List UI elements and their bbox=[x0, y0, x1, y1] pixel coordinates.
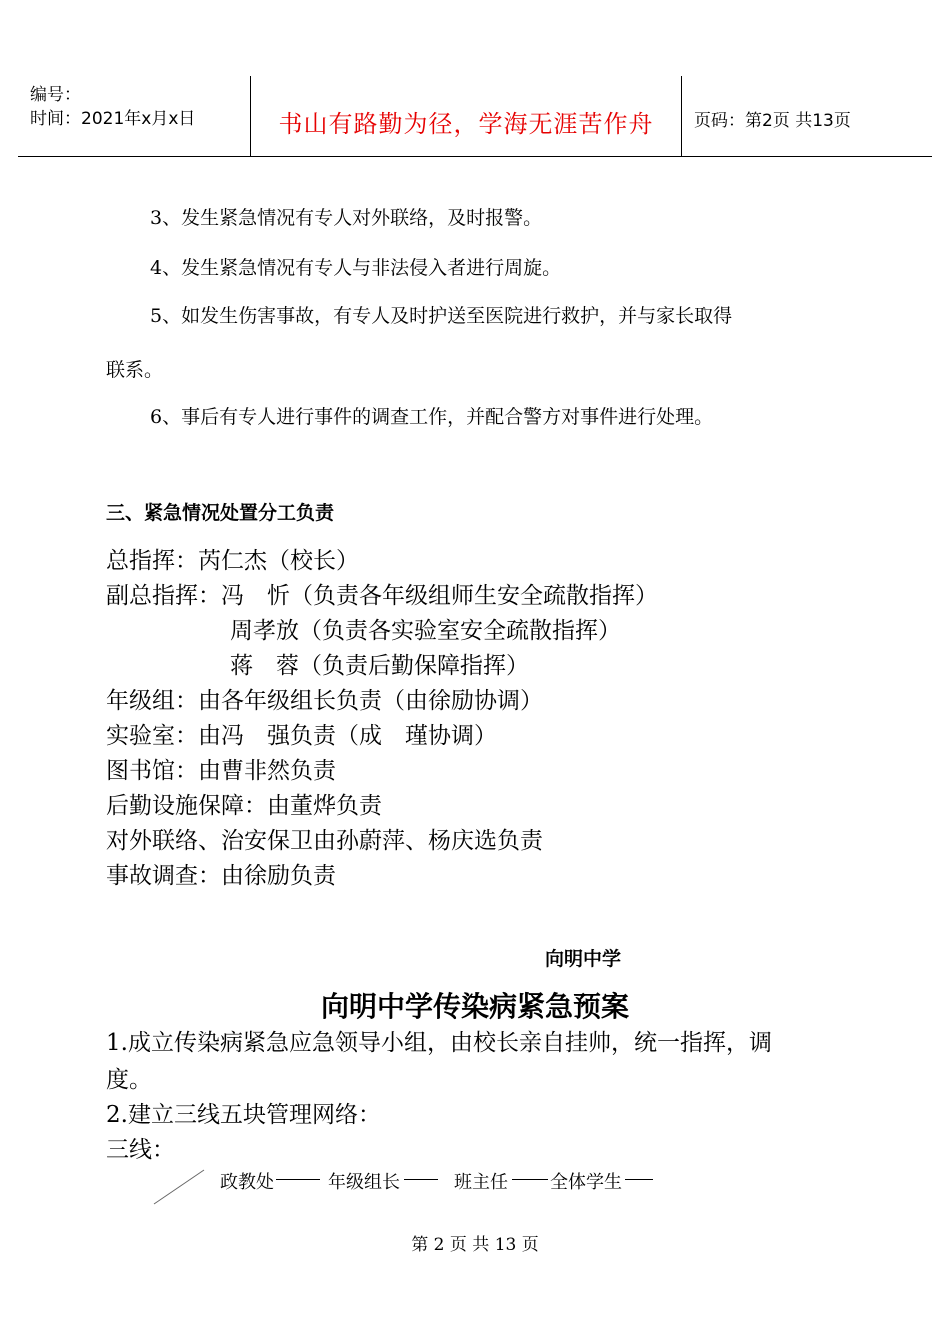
chain-node: 全体学生 bbox=[550, 1172, 622, 1193]
role-line: 后勤设施保障：由董烨负责 bbox=[106, 793, 382, 819]
role-line: 事故调查：由徐励负责 bbox=[106, 863, 336, 889]
role-line: 年级组：由各年级组长负责（由徐励协调） bbox=[106, 688, 543, 714]
role-line: 蒋 蓉（负责后勤保障指挥） bbox=[230, 653, 529, 679]
paragraph-4: 4、发生紧急情况有专人与非法侵入者进行周旋。 bbox=[150, 257, 562, 279]
role-line: 周孝放（负责各实验室安全疏散指挥） bbox=[230, 618, 621, 644]
section-title: 三、紧急情况处置分工负责 bbox=[106, 502, 335, 524]
role-line: 副总指挥：冯 忻（负责各年级组师生安全疏散指挥） bbox=[106, 583, 658, 609]
chain-connector bbox=[625, 1179, 653, 1180]
header-motto-cell bbox=[251, 76, 682, 156]
chain-connector bbox=[512, 1179, 548, 1180]
school-name: 向明中学 bbox=[545, 948, 622, 970]
document-time-label: 时间：2021年x月x日 bbox=[30, 109, 196, 129]
plan-line: 2.建立三线五块管理网络： bbox=[106, 1102, 381, 1128]
plan-line: 度。 bbox=[106, 1067, 152, 1093]
chain-connector bbox=[404, 1179, 438, 1180]
role-line: 图书馆：由曹非然负责 bbox=[106, 758, 336, 784]
page-code: 页码：第2页 共13页 bbox=[694, 111, 851, 131]
plan-title: 向明中学传染病紧急预案 bbox=[320, 990, 629, 1023]
paragraph-5-continued: 联系。 bbox=[106, 359, 164, 381]
role-line: 对外联络、治安保卫由孙蔚萍、杨庆选负责 bbox=[106, 828, 543, 854]
chain-node: 政教处 bbox=[220, 1172, 274, 1193]
header-page-cell bbox=[682, 76, 932, 156]
page-footer: 第 2 页 共 13 页 bbox=[411, 1235, 539, 1255]
header-meta-cell bbox=[18, 76, 251, 156]
paragraph-5: 5、如发生伤害事故，有专人及时护送至医院进行救护，并与家长取得 bbox=[150, 305, 733, 327]
role-line: 总指挥：芮仁杰（校长） bbox=[106, 548, 359, 574]
document-number-label: 编号： bbox=[30, 85, 81, 105]
plan-line: 三线： bbox=[106, 1137, 175, 1163]
motto-text: 书山有路勤为径，学海无涯苦作舟 bbox=[278, 110, 654, 138]
paragraph-3: 3、发生紧急情况有专人对外联络，及时报警。 bbox=[150, 207, 543, 229]
chain-node: 年级组长 bbox=[328, 1172, 400, 1193]
role-line: 实验室：由冯 强负责（成 瑾协调） bbox=[106, 723, 497, 749]
chain-connector bbox=[276, 1179, 320, 1180]
paragraph-6: 6、事后有专人进行事件的调查工作，并配合警方对事件进行处理。 bbox=[150, 406, 714, 428]
diagonal-line bbox=[152, 1168, 206, 1206]
plan-line: 1.成立传染病紧急应急领导小组，由校长亲自挂帅，统一指挥，调 bbox=[106, 1030, 772, 1056]
page-header bbox=[18, 76, 932, 157]
chain-node: 班主任 bbox=[454, 1172, 508, 1193]
